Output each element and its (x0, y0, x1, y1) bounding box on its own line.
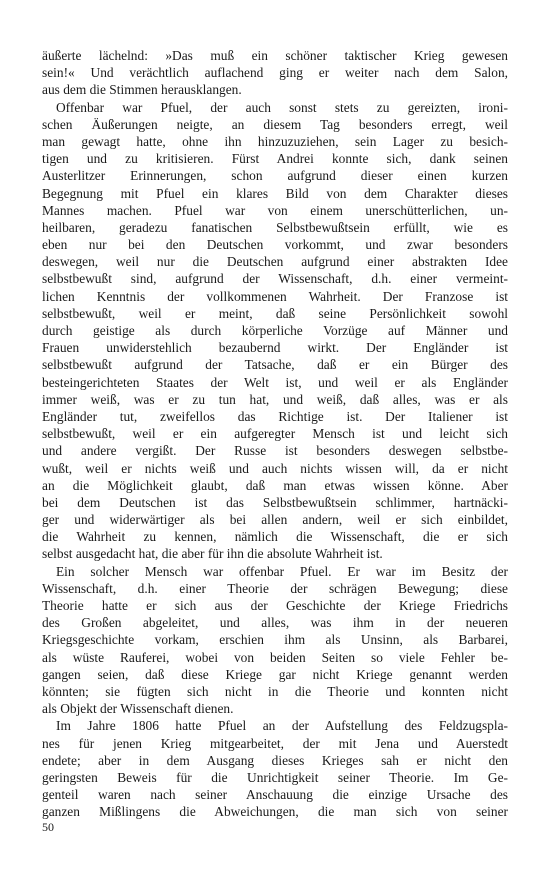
text-line: Im Jahre 1806 hatte Pfuel an der Aufstellung des Feldzugspla- (56, 718, 508, 734)
text-line: genteil waren nach seiner Anschauung die einzige Ursache des (42, 787, 508, 803)
text-line: gangen seien, daß diese Kriege gar nicht Kriege genannt werden (42, 666, 508, 682)
text-line: aus dem die Stimmen herausklangen. (42, 82, 242, 98)
text-line: deswegen, weil nur die Deutschen aufgrund einer abstrakten Idee (42, 254, 508, 270)
text-line: sein!« Und verächtlich auflachend ging er weiter nach dem Salon, (42, 65, 508, 81)
text-line: geringsten Beweis für die Unrichtigkeit seiner Theorie. Im Ge- (42, 769, 508, 785)
text-line: als Objekt der Wissenschaft dienen. (42, 701, 234, 717)
page-number: 50 (42, 820, 54, 834)
body-text (42, 47, 508, 820)
text-line: Mannes machen. Pfuel war von einem unerschütterlichen, un- (42, 202, 508, 218)
text-line: durch geistige als durch körperliche Vorzüge auf Männer und (42, 323, 508, 338)
text-line: Austerlitzer Erinnerungen, schon aufgrund dieser einen kurzen (42, 168, 508, 184)
text-line: man gewagt hatte, ohne ihn hinzuzuziehen, sein Lager zu besich- (42, 133, 508, 149)
text-line: besteingerichteten Staates der Welt ist, und weil er als Engländer (42, 374, 508, 390)
text-line: an die Möglichkeit glaubt, daß man etwas wissen könne. Aber (42, 477, 508, 493)
text-line: lichen Kenntnis der vollkommenen Wahrheit. Der Franzose ist (42, 288, 508, 304)
text-line: selbstbewußt sind, aufgrund der Wissenschaft, d.h. einer vermeint- (42, 271, 508, 287)
text-line: Kriegsgeschichte vorkam, erschien ihm als Unsinn, als Barbarei, (42, 632, 508, 648)
text-line: und andere vergißt. Der Russe ist besonders deswegen selbstbe- (42, 443, 508, 459)
text-line: Wissenschaft, d.h. einer Theorie der schrägen Bewegung; diese (42, 580, 508, 596)
text-line: wußt, weil er nichts weiß und auch nichts wissen will, da er nicht (42, 460, 508, 476)
text-line: heilbaren, geradezu fanatischen Selbstbewußtsein erfüllt, wie es (42, 219, 508, 235)
text-line: äußerte lächelnd: »Das muß ein schöner taktischer Krieg gewesen (42, 48, 508, 63)
text-line: ganzen Mißlingens die Abweichungen, die man sich von seiner (42, 804, 508, 820)
text-line: schen Äußerungen neigte, an diesem Tag besonders erregt, weil (42, 116, 508, 132)
text-line: tigen und zu kritisieren. Fürst Andrei konnte sich, dank seinen (42, 151, 508, 167)
text-line: Begegnung mit Pfuel ein klares Bild von dem Charakter dieses (42, 185, 508, 201)
text-line: selbstbewußt, weil er meint, daß seine Persönlichkeit sowohl (42, 305, 508, 321)
text-line: Frauen unwiderstehlich bezaubernd wirkt. Der Engländer ist (42, 340, 508, 356)
text-line: endete; aber in dem Ausgang dieses Krieges sah er nicht den (42, 752, 508, 768)
text-line: die Wahrheit zu kennen, nämlich die Wissenschaft, die er sich (42, 529, 508, 545)
text-line: könnten; sie fügten sich nicht in die Theorie und konnten nicht (42, 683, 508, 699)
text-line: Engländer tut, zweifellos das Richtige ist. Der Italiener ist (42, 408, 508, 424)
text-line: bei dem Deutschen ist das Selbstbewußtsein schlimmer, hartnäcki- (42, 494, 508, 510)
text-line: immer weiß, was er zu tun hat, und weiß, daß alles, was er als (42, 391, 508, 407)
text-line: selbstbewußt aufgrund der Tatsache, daß er ein Bürger des (42, 357, 508, 373)
text-line: als wüste Rauferei, wobei von beiden Seiten so viele Fehler be- (42, 649, 508, 665)
text-line: Theorie hatte er sich aus der Geschichte der Kriege Friedrichs (42, 598, 508, 613)
text-line: selbst ausgedacht hat, die aber für ihn die absolute Wahrheit ist. (42, 546, 383, 562)
text-line: eben nur bei den Deutschen vorkommt, und zwar besonders (42, 237, 508, 253)
text-line: selbstbewußt, weil er ein aufgeregter Mensch ist und leicht sich (42, 426, 508, 442)
text-line: des Großen abgeleitet, und alles, was ihm in der neueren (42, 615, 508, 631)
text-line: nes für jenen Krieg mitgearbeitet, der mit Jena und Auerstedt (42, 735, 508, 751)
text-line: ger und widerwärtiger als bei allen andern, weil er sich einbildet, (42, 512, 508, 528)
text-line: Offenbar war Pfuel, der auch sonst stets zu gereizten, ironi- (56, 99, 508, 115)
text-line: Ein solcher Mensch war offenbar Pfuel. Er war im Besitz der (56, 563, 508, 579)
